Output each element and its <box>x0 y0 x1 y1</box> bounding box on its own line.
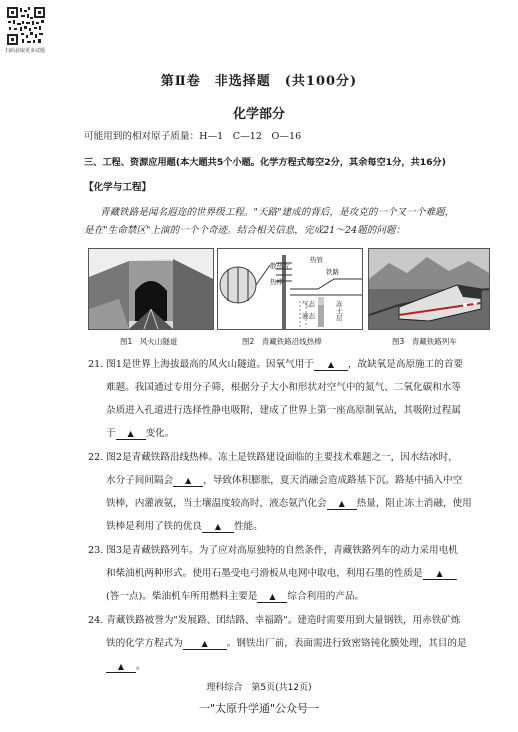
q24-answer-blank-2[interactable]: ▲ <box>106 662 136 673</box>
q22-line-1: 22. 图2是青藏铁路沿线热棒。冻土是铁路建设面临的主要技术难题之一，因水结冰时， <box>88 452 458 463</box>
q23-line-2 <box>106 567 457 580</box>
q22-answer-blank-3[interactable]: ▲ <box>202 522 234 533</box>
figure-2-caption: 图2 青藏铁路沿线热棒 <box>242 337 322 346</box>
exam-part-title: 第Ⅱ卷 非选择题 (共100分) <box>160 74 358 89</box>
q23-line-1: 23. 图3是青藏铁路列车。为了应对高原独特的自然条件，青藏铁路列车的动力采用电机 <box>88 545 458 556</box>
qr-code <box>6 6 46 46</box>
label-heat-pipe: 热管 <box>310 256 323 264</box>
q22-answer-blank-2[interactable]: ▲ <box>327 499 357 510</box>
q24-answer-blank-1[interactable]: ▲ <box>183 639 227 650</box>
atomic-mass-line: 可能用到的相对原子质量：H—1 C—12 O—16 <box>84 131 302 142</box>
q21-answer-blank-1[interactable]: ▲ <box>314 360 348 371</box>
q23-text: 综合利用的产品。 <box>287 591 365 602</box>
section-heading: 三、工程、资源应用题(本大题共5个小题。化学方程式每空2分，其余每空1分，共16分) <box>84 157 446 168</box>
qr-label: 扫码获取更多试题 <box>5 48 46 54</box>
q22-text: ，导致体积膨胀，夏天消融会造成路基下沉。路基中插入中空 <box>203 475 463 486</box>
q22-text: 热量，阻止冻土消融，使用 <box>356 498 472 509</box>
q23-text: (答一点)。柴油机车所用燃料主要是 <box>106 591 258 602</box>
figure-1-tunnel-image <box>88 248 214 330</box>
q22-line-3 <box>106 497 472 510</box>
figure-2-heat-rod-diagram <box>217 248 363 330</box>
label-fins: 散热片 <box>270 262 290 270</box>
q22-line-2 <box>106 474 462 487</box>
q22-answer-blank-1[interactable]: ▲ <box>173 476 203 487</box>
q21-text: 于 <box>106 428 116 439</box>
q23-text: 和柴油机两种形式。使用石墨受电弓滑板从电网中取电，利用石墨的性质是 <box>106 568 423 579</box>
section-subtitle: 化学部分 <box>232 107 285 122</box>
q23-answer-blank-2[interactable]: ▲ <box>257 592 287 603</box>
q21-text: ，故缺氧是高原施工的首要 <box>347 359 464 370</box>
page-footer: 理科综合 第5页(共12页) <box>206 683 312 693</box>
label-heat-rod: 热棒 <box>270 278 283 286</box>
topic-heading: 【化学与工程】 <box>84 182 152 193</box>
q21-answer-blank-2[interactable]: ▲ <box>116 429 146 440</box>
label-gas: 气态 <box>302 300 315 308</box>
q21-line-2: 难题。我国通过专用分子筛，根据分子大小和形状对空气中的氮气、二氧化碳和水等 <box>106 382 461 393</box>
figure-3-caption: 图3 青藏铁路列车 <box>392 337 457 346</box>
q21-line-3: 杂质进入孔道进行选择性静电吸附，建成了世界上第一座高原制氧站，其吸附过程属 <box>106 405 461 416</box>
watermark-footer: 一"太原升学通"公众号一 <box>198 702 320 715</box>
q24-line-1: 24. 青藏铁路被誉为"发展路、团结路、幸福路"。建造时需要用到大量钢铁，用赤铁矿炼 <box>88 615 461 626</box>
intro-line-1: 青藏铁路是闻名遐迩的世界级工程。"天路"建成的背后，是攻克的一个又一个难题， <box>100 207 455 218</box>
q22-text: 铁棒是利用了铁的优良 <box>106 521 202 532</box>
q22-text: 铁棒，内灌液氨，当土壤温度较高时，液态氨汽化会 <box>106 498 327 509</box>
q24-line-2 <box>106 637 467 650</box>
label-railway: 铁路 <box>326 268 339 276</box>
q21-line-1 <box>88 358 463 371</box>
q22-line-4 <box>106 520 263 533</box>
q24-text: 。钢铁出厂前，表面需进行致密铬钝化膜处理，其目的是 <box>226 638 467 649</box>
label-permafrost: 冻土层 <box>336 300 343 322</box>
label-liquid: 液态 <box>302 312 315 320</box>
q21-text: 变化。 <box>145 428 175 439</box>
figure-3-train-image <box>368 248 490 330</box>
q21-text: 21. 图1是世界上海拔最高的风火山隧道。因氧气用于 <box>88 359 314 370</box>
figure-1-caption: 图1 风火山隧道 <box>120 337 178 346</box>
q24-line-3 <box>106 660 146 673</box>
q24-period: 。 <box>136 661 146 672</box>
q21-line-4 <box>106 427 174 440</box>
q24-text: 铁的化学方程式为 <box>106 638 183 649</box>
intro-line-2: 是在"生命禁区"上演的一个个奇迹。结合相关信息，完成21～24题的问题： <box>84 225 406 236</box>
q23-answer-blank-1[interactable]: ▲ <box>423 569 457 580</box>
q22-text: 性能。 <box>233 521 263 532</box>
q23-line-3 <box>106 590 364 603</box>
q22-text: 水分子间间隔会 <box>106 475 174 486</box>
